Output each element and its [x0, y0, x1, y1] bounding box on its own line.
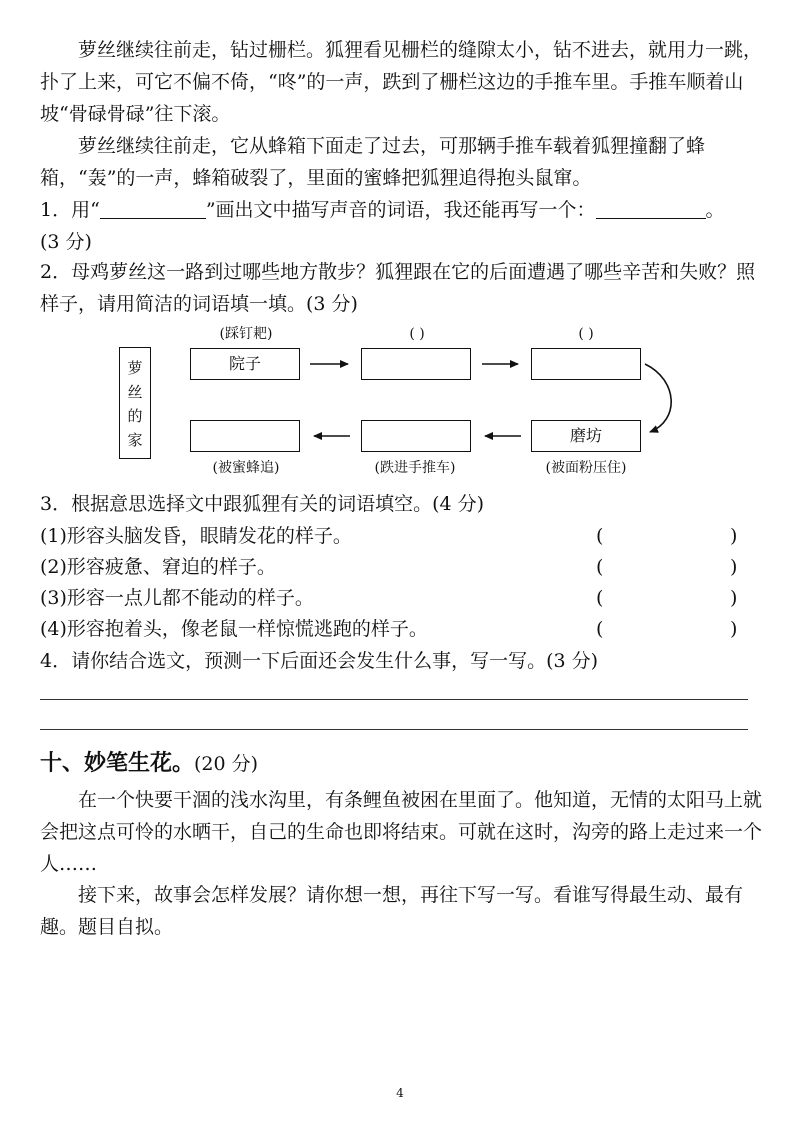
q3-paren-close-2: ) — [730, 556, 738, 578]
answer-line-1[interactable] — [40, 699, 748, 700]
q3-item-1: (1)形容头脑发昏，眼睛发花的样子。 — [40, 525, 352, 547]
section-10-title — [40, 748, 258, 780]
q3-paren-open-2: ( — [596, 556, 604, 578]
q1-text-c: 。 — [705, 199, 725, 221]
bottom-caption-3: (被面粉压住) — [545, 460, 627, 476]
q3-paren-open-3: ( — [596, 587, 604, 609]
question-4: 4．请你结合选文，预测一下后面还会发生什么事，写一写。(3 分) — [40, 650, 599, 672]
passage-paragraph-1: 萝丝继续往前走，钻过栅栏。狐狸看见栅栏的缝隙太小，钻不进去，就用力一跳，扑了上来，可它不偏不倚，“咚”的一声，跌到了栅栏这边的手推车里。手推车顺着山坡“骨碌骨碌”往下滚。 — [40, 39, 763, 125]
flow-box-mill: 磨坊 — [531, 420, 641, 452]
q1-text-a: 1．用“ — [40, 199, 100, 221]
section-10-prompt: 在一个快要干涸的浅水沟里，有条鲤鱼被困在里面了。他知道，无情的太阳马上就会把这点可怜的水晒干，自己的生命也即将结束。可就在这时，沟旁的路上走过来一个人…… — [40, 789, 763, 875]
q3-paren-close-1: ) — [730, 525, 738, 547]
q3-paren-open-1: ( — [596, 525, 604, 547]
section-10-points: (20 分) — [194, 753, 259, 775]
q1-score: (3 分) — [40, 231, 92, 253]
q3-item-3: (3)形容一点儿都不能动的样子。 — [40, 587, 314, 609]
answer-line-2[interactable] — [40, 729, 748, 730]
top-caption-1: (踩钉耙) — [219, 326, 273, 342]
home-char-1: 萝 — [127, 359, 143, 377]
flow-box-courtyard: 院子 — [190, 348, 300, 380]
q3-item-2: (2)形容疲惫、窘迫的样子。 — [40, 556, 276, 578]
top-caption-2: ( ) — [409, 326, 425, 342]
question-3: 3．根据意思选择文中跟狐狸有关的词语填空。(4 分) — [40, 493, 485, 515]
section-10-instruction: 接下来，故事会怎样发展？请你想一想，再往下写一写。看谁写得最生动、最有趣。题目自拟。 — [40, 884, 744, 938]
home-char-3: 的 — [127, 407, 143, 425]
bottom-caption-2: (跌进手推车) — [374, 460, 456, 476]
home-char-4: 家 — [127, 431, 143, 449]
q3-paren-open-4: ( — [596, 618, 604, 640]
question-2: 2．母鸡萝丝这一路到过哪些地方散步？狐狸跟在它的后面遭遇了哪些辛苦和失败？照样子，请用简洁的词语填一填。(3 分) — [40, 261, 756, 315]
q3-paren-close-4: ) — [730, 618, 738, 640]
bottom-caption-1: (被蜜蜂追) — [212, 460, 280, 476]
top-caption-3: ( ) — [578, 326, 594, 342]
home-char-2: 丝 — [127, 383, 143, 401]
q3-paren-close-3: ) — [730, 587, 738, 609]
arrow-curve-down — [645, 364, 671, 432]
passage-paragraph-2: 萝丝继续往前走，它从蜂箱下面走了过去，可那辆手推车载着狐狸撞翻了蜂箱，“轰”的一声，蜂箱破裂了，里面的蜜蜂把狐狸追得抱头鼠窜。 — [40, 135, 706, 189]
page-number: 4 — [396, 1086, 404, 1100]
section-10-heading: 十、妙笔生花。 — [40, 751, 195, 776]
q3-item-4: (4)形容抱着头，像老鼠一样惊慌逃跑的样子。 — [40, 618, 428, 640]
q1-text-b: ”画出文中描写声音的词语，我还能再写一个： — [205, 199, 596, 221]
flow-arrows — [0, 0, 800, 520]
